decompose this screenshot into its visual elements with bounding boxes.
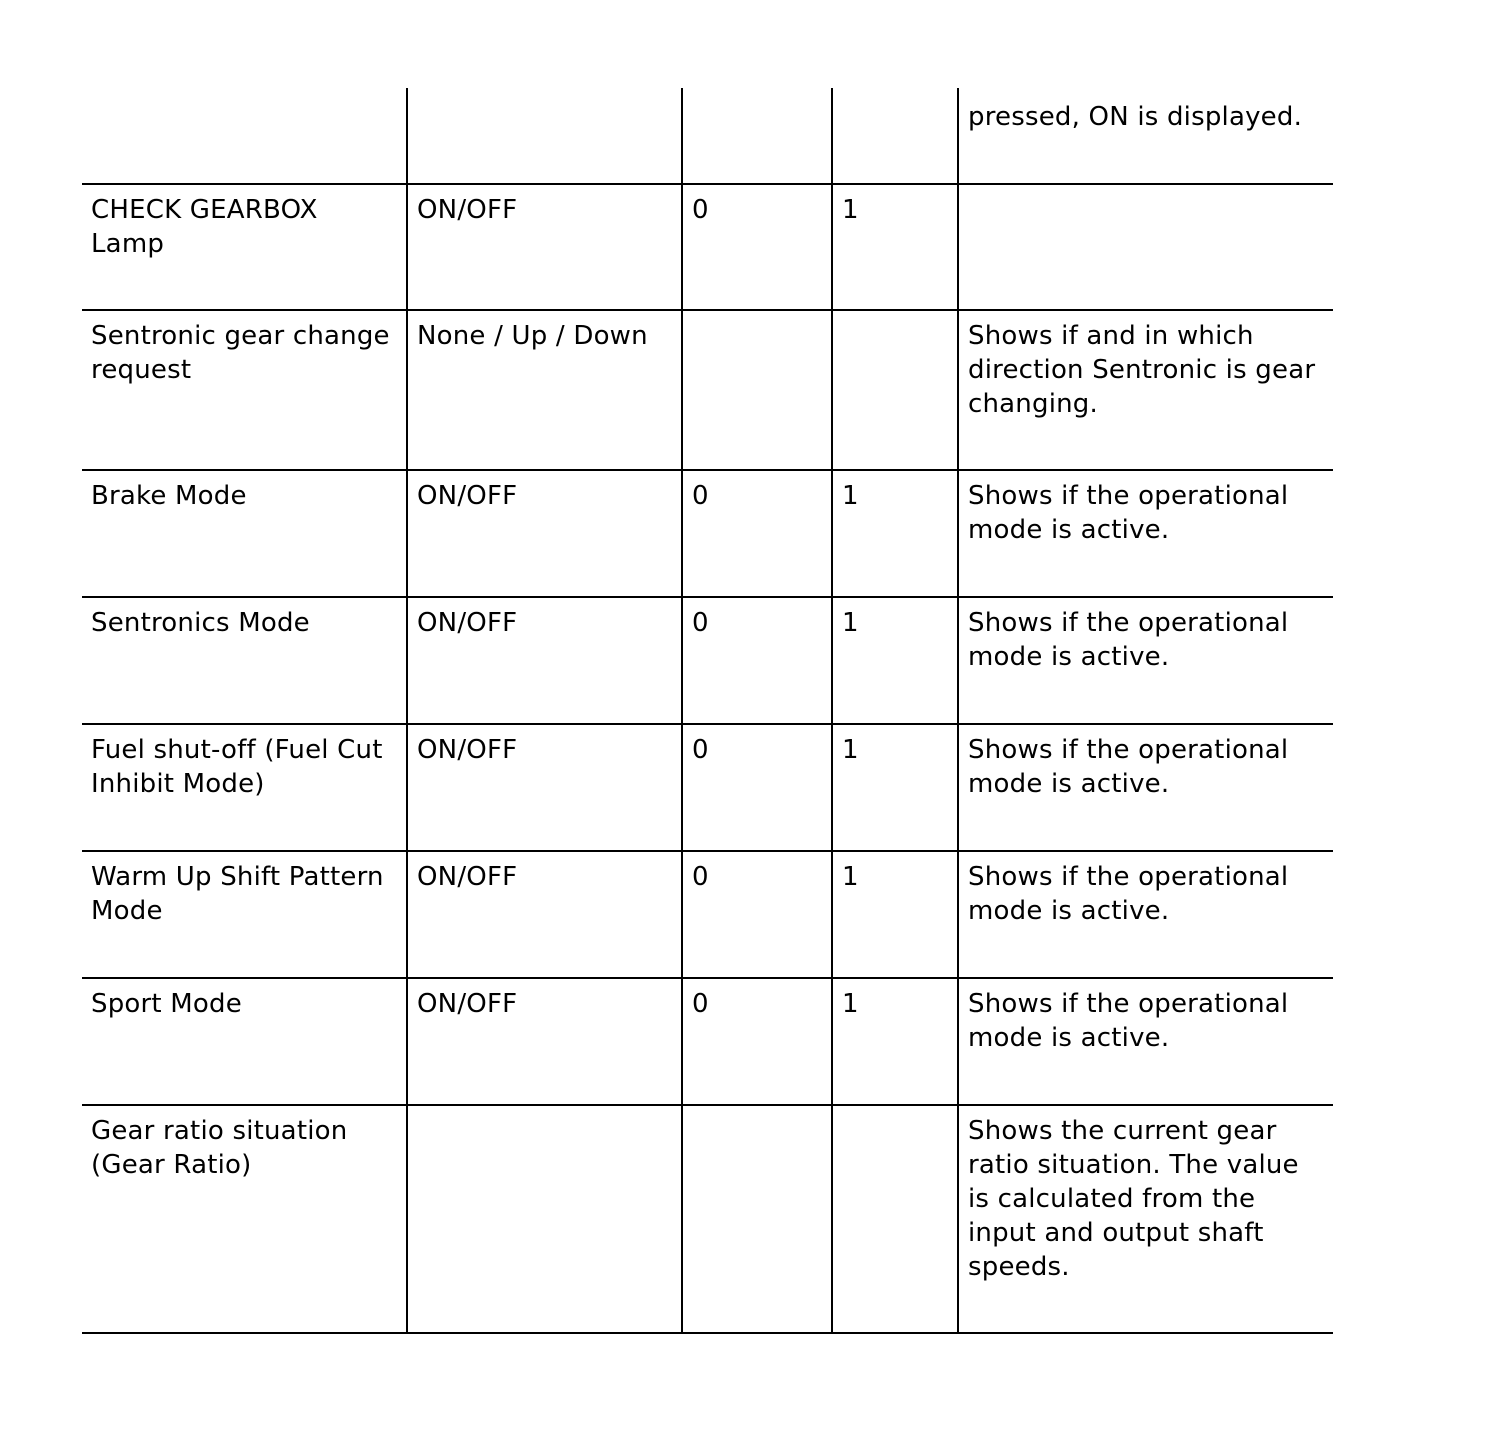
table-row-continuation (82, 88, 1333, 184)
cell-parameter (82, 88, 407, 184)
cell-min: 0 (682, 184, 832, 310)
cell-max (832, 310, 958, 470)
cell-description: Shows the current gear ratio situation. The value is calculated from the input and output shaft speeds. (958, 1105, 1333, 1333)
cell-range: None / Up / Down (407, 310, 682, 470)
cell-description: Shows if the operational mode is active. (958, 470, 1333, 597)
table-row (82, 184, 1333, 310)
cell-parameter: Gear ratio situation (Gear Ratio) (82, 1105, 407, 1333)
cell-range: ON/OFF (407, 851, 682, 978)
table-row (82, 851, 1333, 978)
cell-parameter: Sport Mode (82, 978, 407, 1105)
table-row (82, 724, 1333, 851)
cell-description: Shows if the operational mode is active. (958, 978, 1333, 1105)
cell-min: 0 (682, 724, 832, 851)
cell-range: ON/OFF (407, 184, 682, 310)
cell-range: ON/OFF (407, 597, 682, 724)
cell-parameter: Sentronic gear change request (82, 310, 407, 470)
cell-description: Shows if the operational mode is active. (958, 597, 1333, 724)
cell-max: 1 (832, 470, 958, 597)
cell-max: 1 (832, 724, 958, 851)
cell-max: 1 (832, 978, 958, 1105)
cell-min: 0 (682, 470, 832, 597)
cell-description: Shows if the operational mode is active. (958, 851, 1333, 978)
cell-description: pressed, ON is displayed. (958, 88, 1333, 184)
cell-range: ON/OFF (407, 724, 682, 851)
cell-min: 0 (682, 597, 832, 724)
cell-parameter: Fuel shut-off (Fuel Cut Inhibit Mode) (82, 724, 407, 851)
cell-max (832, 88, 958, 184)
table-row (82, 310, 1333, 470)
table-row (82, 978, 1333, 1105)
cell-max (832, 1105, 958, 1333)
cell-description (958, 184, 1333, 310)
cell-min (682, 310, 832, 470)
cell-min: 0 (682, 851, 832, 978)
table-row (82, 1105, 1333, 1333)
parameter-table (82, 88, 1333, 1334)
cell-min (682, 88, 832, 184)
cell-max: 1 (832, 851, 958, 978)
table-row (82, 470, 1333, 597)
cell-max: 1 (832, 184, 958, 310)
cell-range: ON/OFF (407, 978, 682, 1105)
cell-range: ON/OFF (407, 470, 682, 597)
cell-range (407, 1105, 682, 1333)
cell-parameter: CHECK GEARBOX Lamp (82, 184, 407, 310)
cell-description: Shows if the operational mode is active. (958, 724, 1333, 851)
cell-parameter: Warm Up Shift Pattern Mode (82, 851, 407, 978)
cell-min (682, 1105, 832, 1333)
cell-parameter: Sentronics Mode (82, 597, 407, 724)
cell-parameter: Brake Mode (82, 470, 407, 597)
cell-max: 1 (832, 597, 958, 724)
cell-range (407, 88, 682, 184)
table-row (82, 597, 1333, 724)
cell-description: Shows if and in which direction Sentronic is gear changing. (958, 310, 1333, 470)
cell-min: 0 (682, 978, 832, 1105)
